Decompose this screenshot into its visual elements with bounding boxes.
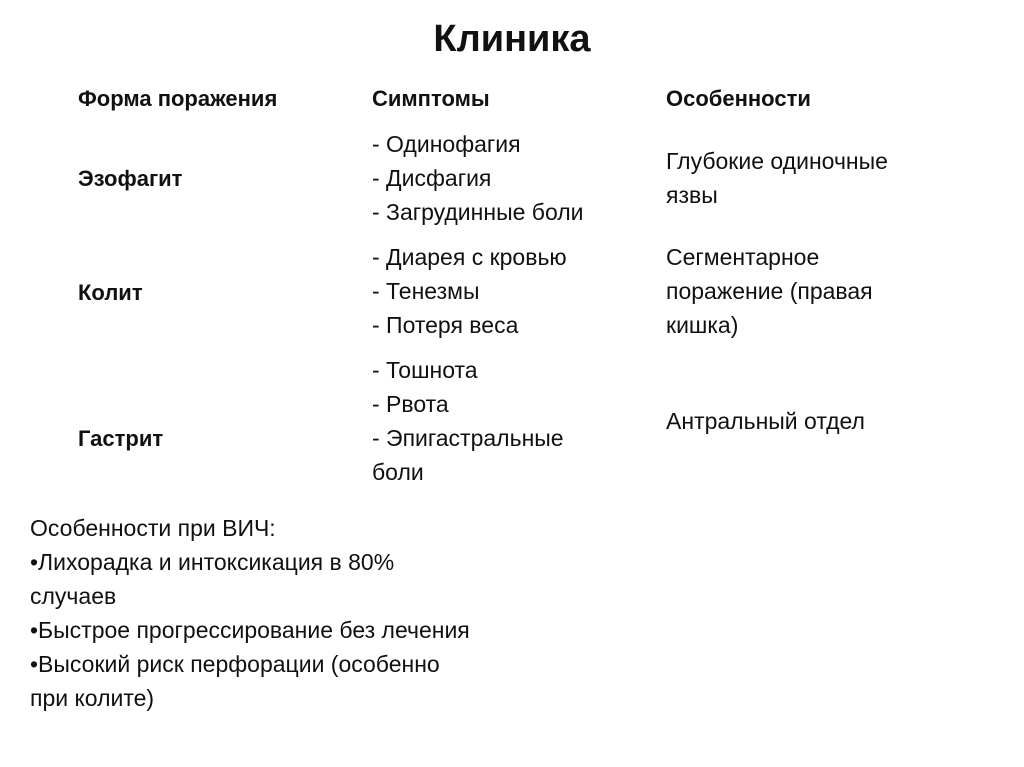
row-symptoms: - Тошнота - Рвота - Эпигастральные боли	[372, 357, 564, 485]
row-form: Гастрит	[78, 426, 164, 451]
row-features: Сегментарное поражение (правая кишка)	[666, 244, 873, 338]
row-symptoms: - Одинофагия - Дисфагия - Загрудинные боли	[372, 131, 584, 225]
row-form: Колит	[78, 280, 143, 305]
page-title: Клиника	[433, 18, 591, 60]
row-symptoms: - Диарея с кровью - Тенезмы - Потеря веса	[372, 244, 567, 338]
header-features: Особенности	[666, 86, 811, 111]
header-symptoms: Симптомы	[372, 86, 490, 111]
header-form: Форма поражения	[78, 86, 278, 111]
hiv-notes: Особенности при ВИЧ: •Лихорадка и интоксикация в 80% случаев •Быстрое прогрессирование без лечения •Высокий риск перфорации (особенно при колите)	[30, 515, 470, 711]
row-form: Эзофагит	[78, 166, 183, 191]
row-features: Антральный отдел	[666, 408, 865, 434]
row-features: Глубокие одиночные язвы	[666, 148, 888, 208]
